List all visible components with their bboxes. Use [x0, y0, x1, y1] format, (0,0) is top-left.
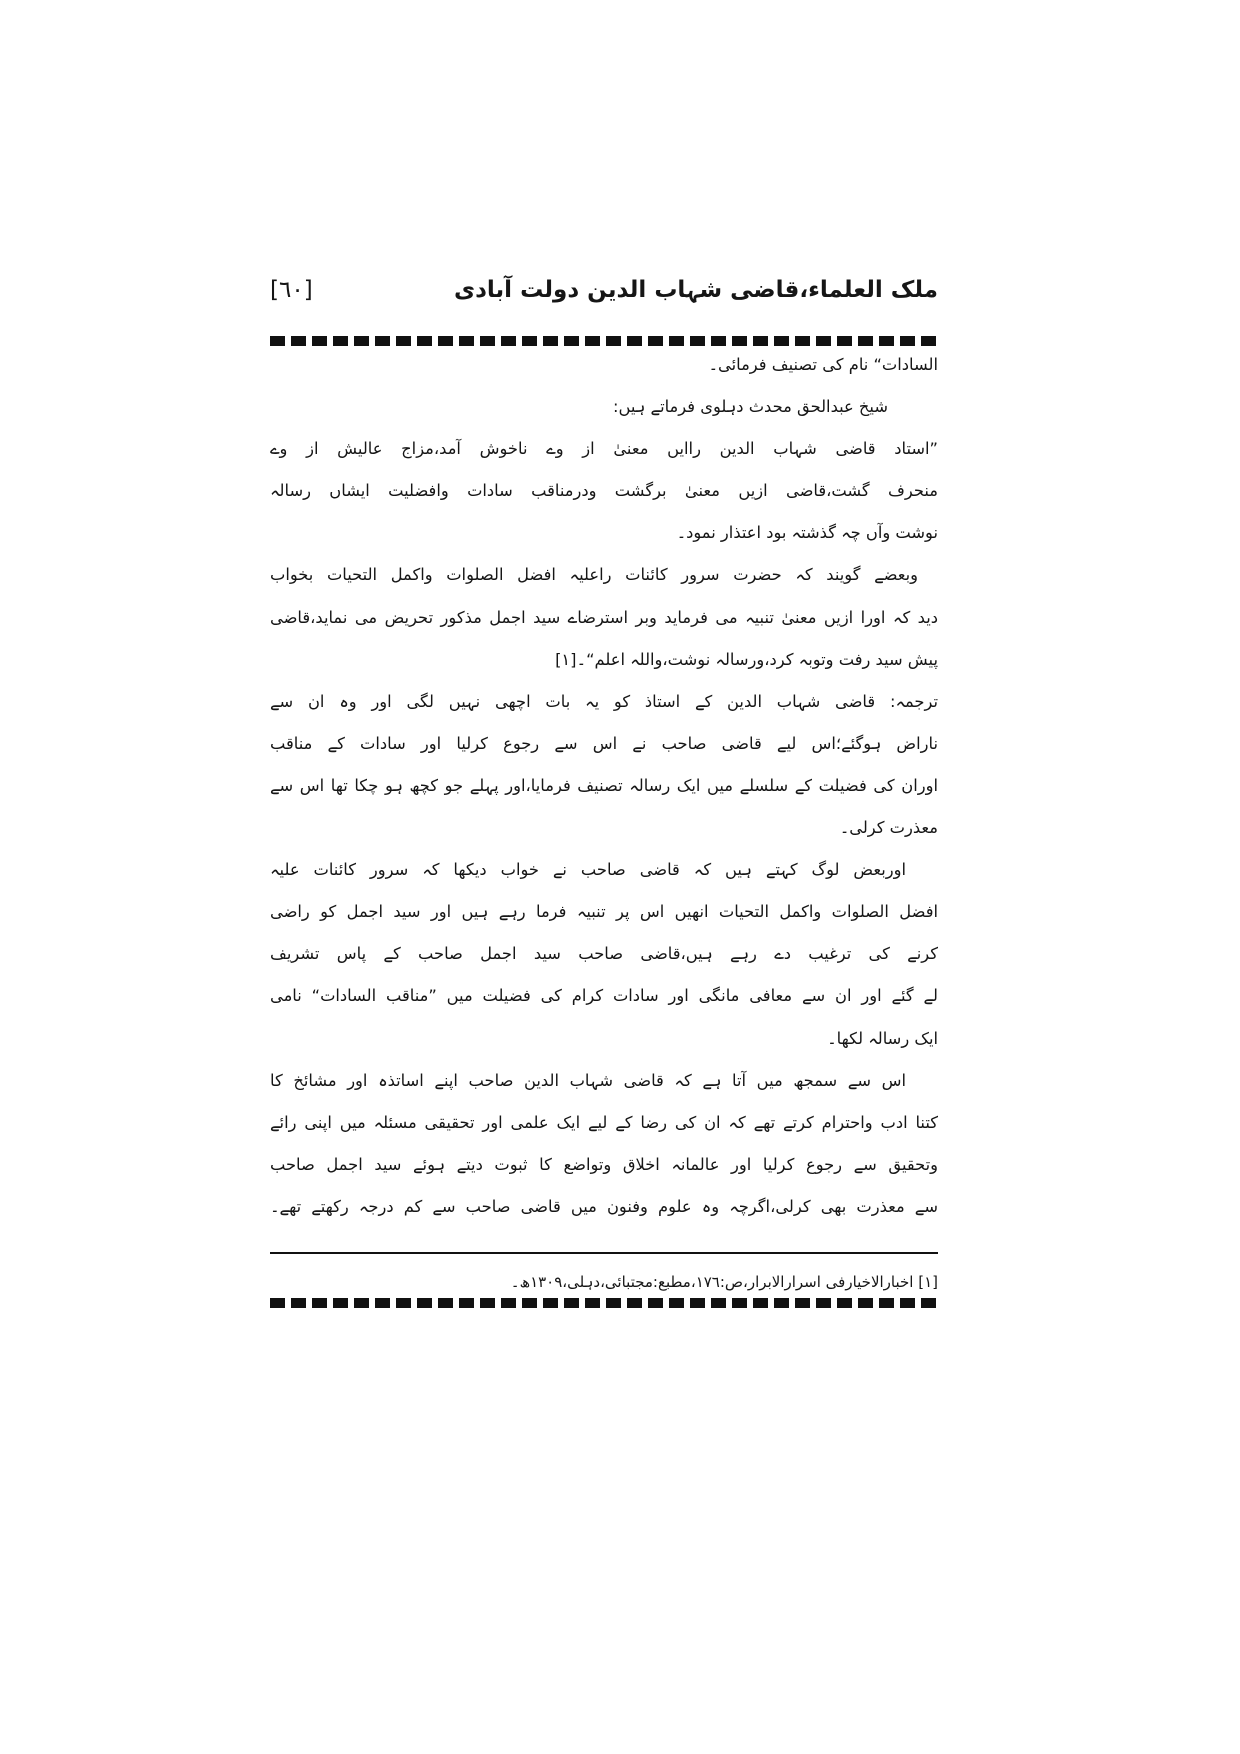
text-line: کرنے کی ترغیب دے رہے ہیں،قاضی صاحب سید اجمل صاحب کے پاس تشریف: [270, 944, 938, 964]
text-line: اوربعض لوگ کہتے ہیں کہ قاضی صاحب نے خواب دیکھا کہ سرور کائنات علیہ: [270, 860, 906, 880]
quote-line: ”استاد قاضی شہاب الدین راایں معنیٰ از وے ناخوش آمد،مزاج عالیش از وے: [270, 439, 938, 459]
quote-line: منحرف گشت،قاضی ازیں معنیٰ برگشت ودرمناقب سادات وافضلیت ایشاں رسالہ: [270, 481, 938, 501]
quote-line: دید کہ اورا ازیں معنیٰ تنبیہ می فرماید وبر استرضاے سید اجمل مذکور تحریض می نماید،قاضی: [270, 607, 938, 627]
footer-dashed-rule: [270, 1298, 938, 1308]
text-line: السادات“ نام کی تصنیف فرمائی۔: [708, 355, 938, 374]
page-header: [270, 268, 938, 312]
text-line: افضل الصلوات واکمل التحیات انھیں اس پر تنبیہ فرما رہے ہیں اور سید اجمل کو راضی: [270, 902, 938, 922]
text-line: سے معذرت بھی کرلی،اگرچہ وہ علوم وفنون میں قاضی صاحب سے کم درجہ رکھتے تھے۔: [270, 1196, 938, 1216]
running-title: ملک العلماء،قاضی شہاب الدین دولت آبادی: [454, 277, 938, 303]
body-text: [270, 344, 938, 1228]
text-line: کتنا ادب واحترام کرتے تھے کہ ان کی رضا کے لیے ایک علمی اور تحقیقی مسئلہ میں اپنی رائے: [270, 1112, 938, 1132]
translation-line: ناراض ہوگئے؛اس لیے قاضی صاحب نے اس سے رجوع کرلیا اور سادات کے مناقب: [270, 733, 938, 753]
text-line: اس سے سمجھ میں آتا ہے کہ قاضی شہاب الدین صاحب اپنے اساتذہ اور مشائخ کا: [270, 1070, 906, 1090]
quote-line: وبعضے گویند کہ حضرت سرور کائنات راعلیہ افضل الصلوات واکمل التحیات بخواب: [270, 565, 918, 585]
footnote-separator: [270, 1252, 938, 1254]
translation-line: ترجمہ: قاضی شہاب الدین کے استاذ کو یہ بات اچھی نہیں لگی اور وہ ان سے: [270, 691, 938, 711]
text-line: ایک رسالہ لکھا۔: [827, 1028, 938, 1048]
text-line: وتحقیق سے رجوع کرلیا اور عالمانہ اخلاق وتواضع کا ثبوت دیتے ہوئے سید اجمل صاحب: [270, 1154, 938, 1174]
text-line: شیخ عبدالحق محدث دہلوی فرماتے ہیں:: [613, 397, 888, 417]
quote-line: نوشت وآں چہ گذشتہ بود اعتذار نمود۔: [676, 523, 938, 543]
text-line: لے گئے اور ان سے معافی مانگی اور سادات کرام کی فضیلت میں ”مناقب السادات“ نامی: [270, 986, 938, 1006]
quote-line-with-footnote-marker: پیش سید رفت وتوبہ کرد،ورسالہ نوشت،واللہ اعلم“۔[١]: [555, 649, 938, 669]
translation-line: اوران کی فضیلت کے سلسلے میں ایک رسالہ تصنیف فرمایا،اور پہلے جو کچھ ہو چکا تھا اس سے: [270, 775, 938, 795]
page-number: [٦٠]: [270, 277, 313, 303]
footnote-text: [١] اخبارالاخیارفی اسرارالابرار،ص:١٧٦،مطبع:مجتبائی،دہلی،١٣٠٩ھ۔: [510, 1273, 938, 1291]
translation-line: معذرت کرلی۔: [839, 818, 938, 838]
